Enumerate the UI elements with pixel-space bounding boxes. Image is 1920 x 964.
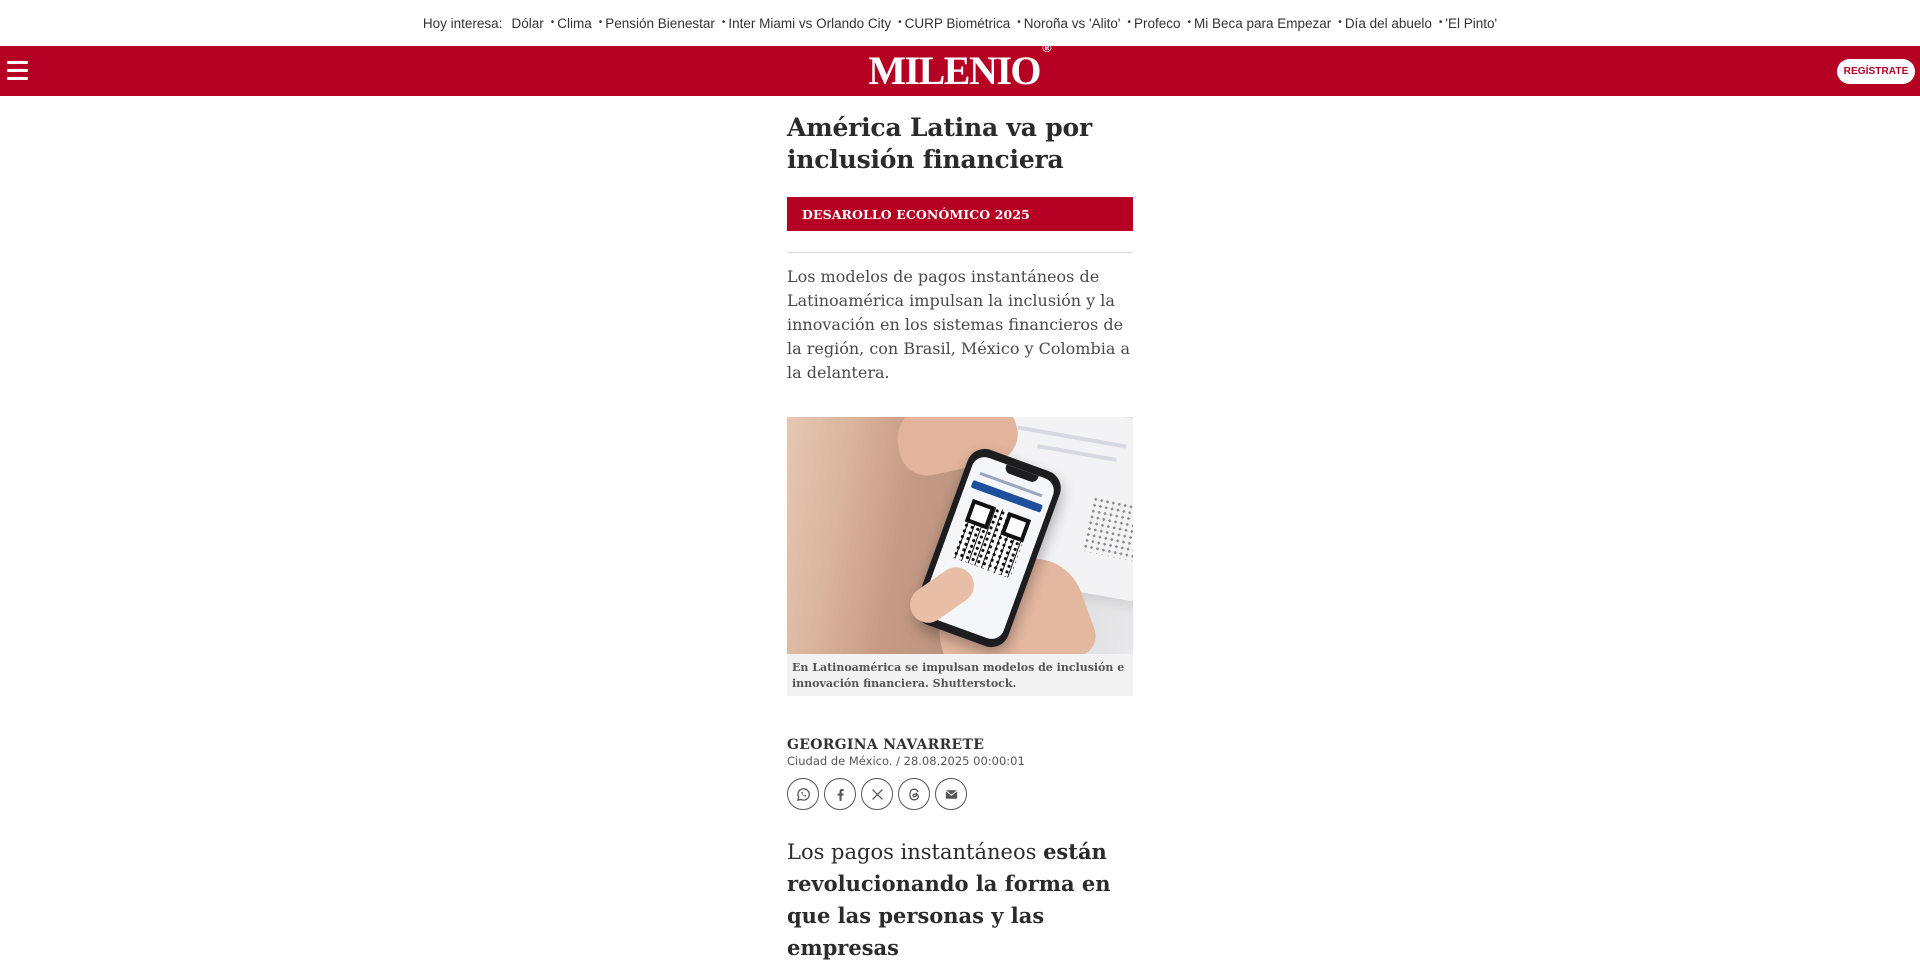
byline — [787, 737, 1133, 768]
site-header — [0, 39, 1920, 96]
trending-item-norona[interactable]: Noroña vs 'Alito' — [1023, 15, 1121, 31]
trending-label: Hoy interesa: — [422, 15, 503, 31]
share-buttons — [787, 778, 1133, 810]
article-lead — [787, 836, 1133, 964]
lead-bold: están revolucionando la forma en que las personas y las empresas — [787, 839, 1111, 960]
threads-icon[interactable] — [898, 778, 930, 810]
lead-plain: Los pagos instantáneos — [787, 840, 1044, 864]
milenio-logo[interactable] — [868, 39, 1052, 93]
trending-item-inter-miami[interactable]: Inter Miami vs Orlando City — [728, 15, 892, 31]
article-summary: Los modelos de pagos instantáneos de Latinoamérica impulsan la inclusión y la innovación en los sistemas financieros de la región, con Brasil, México y Colombia a la delantera. — [787, 267, 1130, 382]
trending-item-mi-beca[interactable]: Mi Beca para Empezar — [1193, 15, 1332, 31]
dateline: Ciudad de México. / 28.08.2025 00:00:01 — [787, 754, 1025, 768]
trending-item-profeco[interactable]: Profeco — [1133, 15, 1181, 31]
trending-item-dia-abuelo[interactable]: Día del abuelo — [1344, 15, 1432, 31]
article — [787, 96, 1133, 964]
article-photo — [787, 417, 1133, 654]
trending-item-dolar[interactable]: Dólar — [511, 15, 544, 31]
facebook-icon[interactable] — [824, 778, 856, 810]
author-name[interactable]: GEORGINA NAVARRETE — [787, 737, 985, 753]
trending-item-curp[interactable]: CURP Biométrica — [904, 15, 1011, 31]
email-icon[interactable] — [935, 778, 967, 810]
x-icon[interactable] — [861, 778, 893, 810]
trending-item-el-pinto[interactable]: 'El Pinto' — [1445, 15, 1498, 31]
register-button[interactable]: REGÍSTRATE — [1837, 59, 1915, 84]
hamburger-menu-icon[interactable] — [7, 61, 28, 80]
trending-item-clima[interactable]: Clima — [557, 15, 592, 31]
image-caption: En Latinoamérica se impulsan modelos de inclusión e innovación financiera. Shutterstock. — [787, 654, 1133, 696]
divider — [787, 252, 1133, 253]
registered-mark: ® — [1042, 39, 1052, 55]
trending-item-pension[interactable]: Pensión Bienestar — [605, 15, 715, 31]
whatsapp-icon[interactable] — [787, 778, 819, 810]
article-headline: América Latina va por inclusión financiera — [787, 113, 1093, 174]
logo-text: MILENIO — [868, 48, 1041, 93]
trending-bar: Hoy interesa: Dólar • Clima • Pensión Bienestar • Inter Miami vs Orlando City • CURP Biométrica • Noroña vs 'Alito' • Profeco • Mi Beca para Empezar • Día del abuelo • 'El Pinto' — [422, 15, 1498, 31]
article-figure — [787, 417, 1133, 696]
section-label[interactable]: DESAROLLO ECONÓMICO 2025 — [787, 197, 1133, 231]
